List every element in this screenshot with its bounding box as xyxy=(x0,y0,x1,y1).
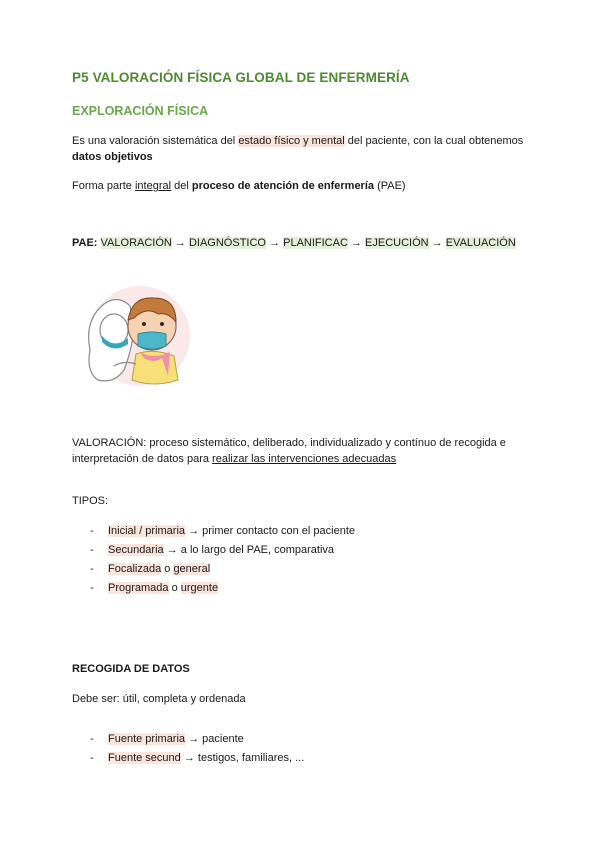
recogida-list xyxy=(72,731,304,769)
recogida-heading: RECOGIDA DE DATOS xyxy=(72,663,190,675)
recogida-text: Debe ser: útil, completa y ordenada xyxy=(72,693,246,705)
valoracion-line-2: interpretación de datos para realizar las intervenciones adecuadas xyxy=(72,453,397,465)
pae-step: VALORACIÓN xyxy=(100,237,172,249)
pae-step: PLANIFICAC xyxy=(283,237,348,249)
tipos-list xyxy=(72,523,355,599)
section-title: EXPLORACIÓN FÍSICA xyxy=(72,104,209,118)
pae-step: EVALUACIÓN xyxy=(445,237,516,249)
intro-line-1: Es una valoración sistemática del estado físico y mental del paciente, con la cual obtenemos xyxy=(72,135,524,147)
page-title: P5 VALORACIÓN FÍSICA GLOBAL DE ENFERMERÍA xyxy=(72,70,410,85)
pae-step: EJECUCIÓN xyxy=(365,237,429,249)
valoracion-line-1: VALORACIÓN: proceso sistemático, deliberado, individualizado y contínuo de recogida e xyxy=(72,437,506,449)
highlight: estado físico y mental xyxy=(238,135,345,147)
list-item: - Inicial / primaria → primer contacto con el paciente xyxy=(90,525,356,537)
list-item: - Focalizada o general xyxy=(90,563,211,575)
forma-line: Forma parte integral del proceso de atención de enfermería (PAE) xyxy=(72,180,406,192)
list-item: - Fuente primaria → paciente xyxy=(90,733,244,745)
pae-line: PAE: VALORACIÓN → DIAGNÓSTICO → PLANIFICAC → EJECUCIÓN → EVALUACIÓN xyxy=(72,237,516,249)
nurse-child-illustration xyxy=(74,280,194,392)
tipos-heading: TIPOS: xyxy=(72,495,109,507)
list-item: - Fuente secund → testigos, familiares, ... xyxy=(90,752,305,764)
intro-line-2: datos objetivos xyxy=(72,151,153,163)
list-item: - Secundaria → a lo largo del PAE, comparativa xyxy=(90,544,335,556)
pae-step: DIAGNÓSTICO xyxy=(188,237,266,249)
list-item: - Programada o urgente xyxy=(90,582,219,594)
